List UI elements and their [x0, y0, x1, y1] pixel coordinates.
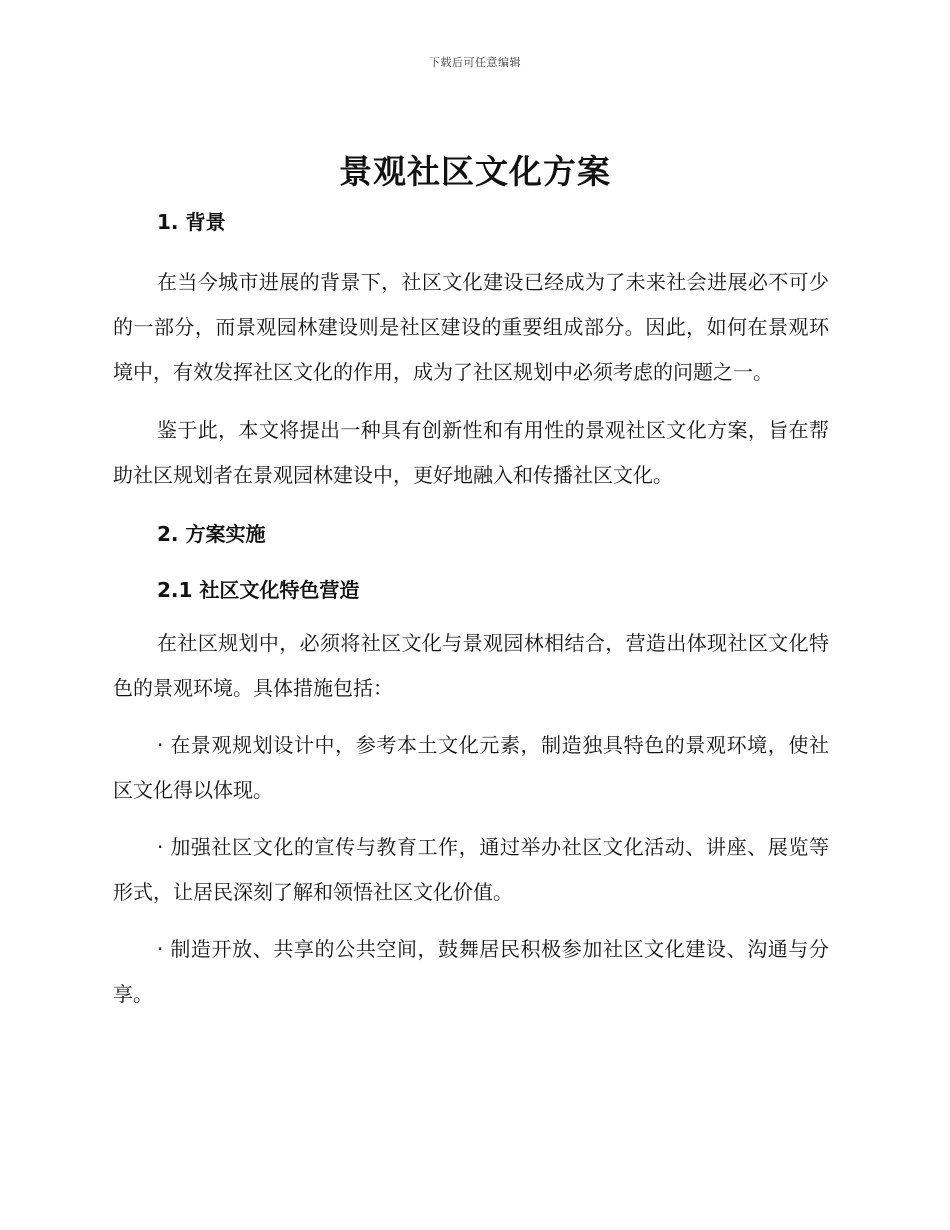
section-heading-implementation: 2. 方案实施 — [157, 522, 266, 546]
document-title: 景观社区文化方案 — [339, 152, 611, 191]
bullet-item-2: · 加强社区文化的宣传与教育工作，通过举办社区文化活动、讲座、展览等形式，让居民深刻了解和领悟社区文化价值。 — [113, 835, 829, 904]
paragraph-culture-intro: 在社区规划中，必须将社区文化与景观园林相结合，营造出体现社区文化特色的景观环境。具体措施包括： — [113, 631, 829, 700]
section-heading-background: 1. 背景 — [157, 210, 226, 234]
paragraph-background-2: 鉴于此，本文将提出一种具有创新性和有用性的景观社区文化方案，旨在帮助社区规划者在景观园林建设中，更好地融入和传播社区文化。 — [113, 418, 829, 487]
bullet-item-1: · 在景观规划设计中，参考本土文化元素，制造独具特色的景观环境，使社区文化得以体现。 — [113, 733, 829, 802]
subsection-heading-culture-features: 2.1 社区文化特色营造 — [157, 578, 360, 602]
page-header-note: 下载后可任意编辑 — [429, 56, 521, 69]
document-body — [113, 204, 829, 1017]
paragraph-background-1: 在当今城市进展的背景下，社区文化建设已经成为了未来社会进展必不可少的一部分，而景观园林建设则是社区建设的重要组成部分。因此，如何在景观环境中，有效发挥社区文化的作用，成为了社区规划中必须考虑的问题之一。 — [113, 270, 829, 384]
bullet-item-3: · 制造开放、共享的公共空间，鼓舞居民积极参加社区文化建设、沟通与分享。 — [113, 937, 829, 1006]
